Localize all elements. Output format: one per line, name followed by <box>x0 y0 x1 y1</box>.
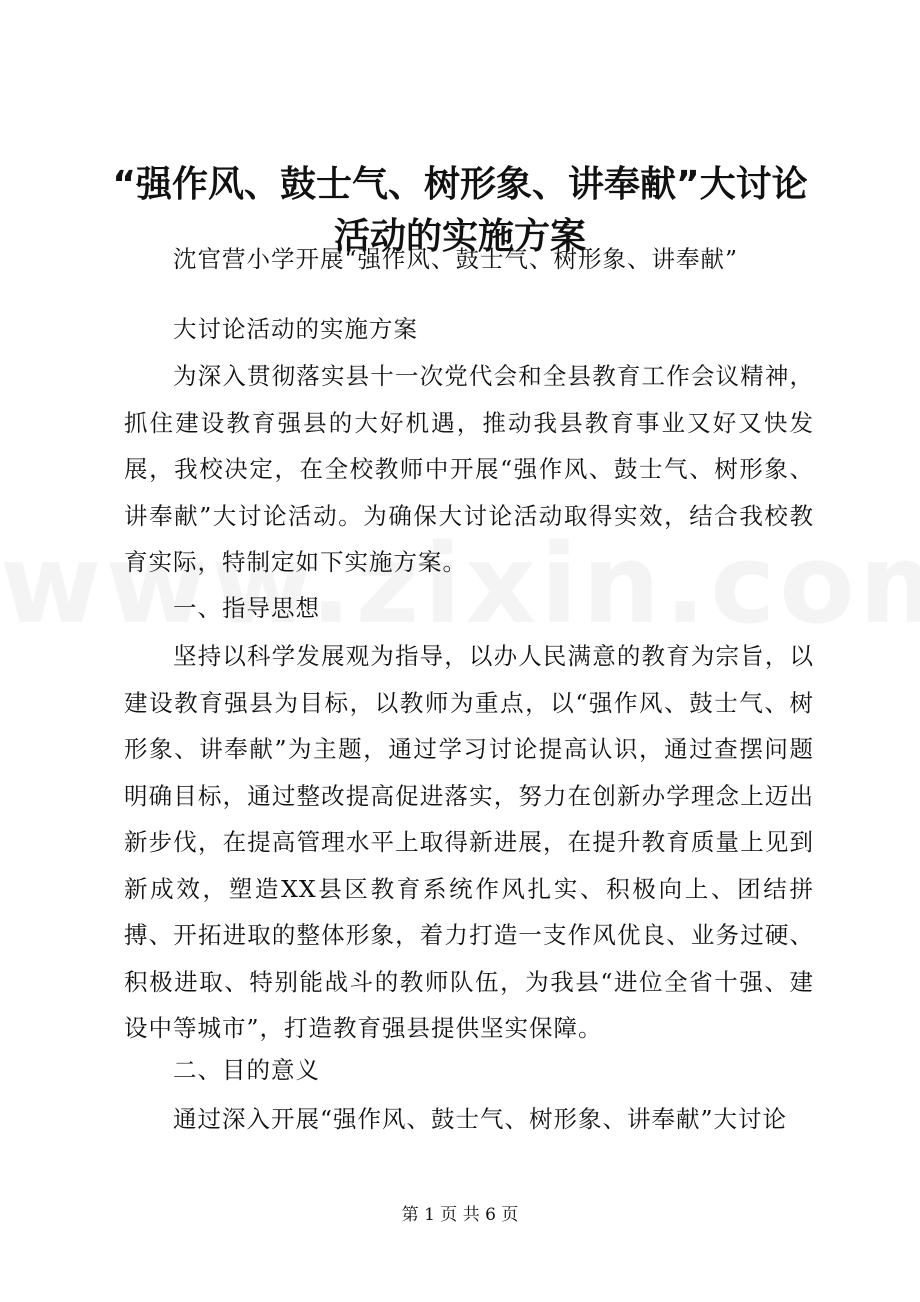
document-title-line2: 活动的实施方案 <box>333 216 586 257</box>
section-heading-purpose: 二、目的意义 <box>173 1056 320 1084</box>
guiding-ideology-paragraph: 坚持以科学发展观为指导，以办人民满意的教育为宗旨，以建设教育强县为目标，以教师为重点，以“强作风、鼓士气、树形象、讲奉献”为主题，通过学习讨论提高认识，通过查摆问题明确目标，通过整改提高促进落实，努力在创新办学理念上迈出新步伐，在提高管理水平上取得新进展，在提升教育质量上见到新成效，塑造XX县区教育系统作风扎实、积极向上、团结拼搏、开拓进取的整体形象，着力打造一支作风优良、业务过硬、积极进取、特别能战斗的教师队伍，为我县“进位全省十强、建设中等城市”，打造教育强县提供坚实保障。 <box>124 642 814 1042</box>
purpose-paragraph-start: 通过深入开展“强作风、鼓士气、树形象、讲奉献”大讨论 <box>173 1105 788 1133</box>
document-title-line1: “强作风、鼓士气、树形象、讲奉献”大讨论 <box>112 164 808 205</box>
subtitle-line1: 沈官营小学开展“强作风、鼓士气、树形象、讲奉献” <box>173 245 739 273</box>
subtitle-line2: 大讨论活动的实施方案 <box>173 315 418 343</box>
intro-paragraph: 为深入贯彻落实县十一次党代会和全县教育工作会议精神，抓住建设教育强县的大好机遇，推动我县教育事业又好又快发展，我校决定，在全校教师中开展“强作风、鼓士气、树形象、讲奉献”大讨论活动。为确保大讨论活动取得实效，结合我校教育实际，特制定如下实施方案。 <box>124 362 814 576</box>
page-number-footer: 第 1 页 共 6 页 <box>401 1205 519 1225</box>
section-heading-guiding-ideology: 一、指导思想 <box>173 594 320 622</box>
